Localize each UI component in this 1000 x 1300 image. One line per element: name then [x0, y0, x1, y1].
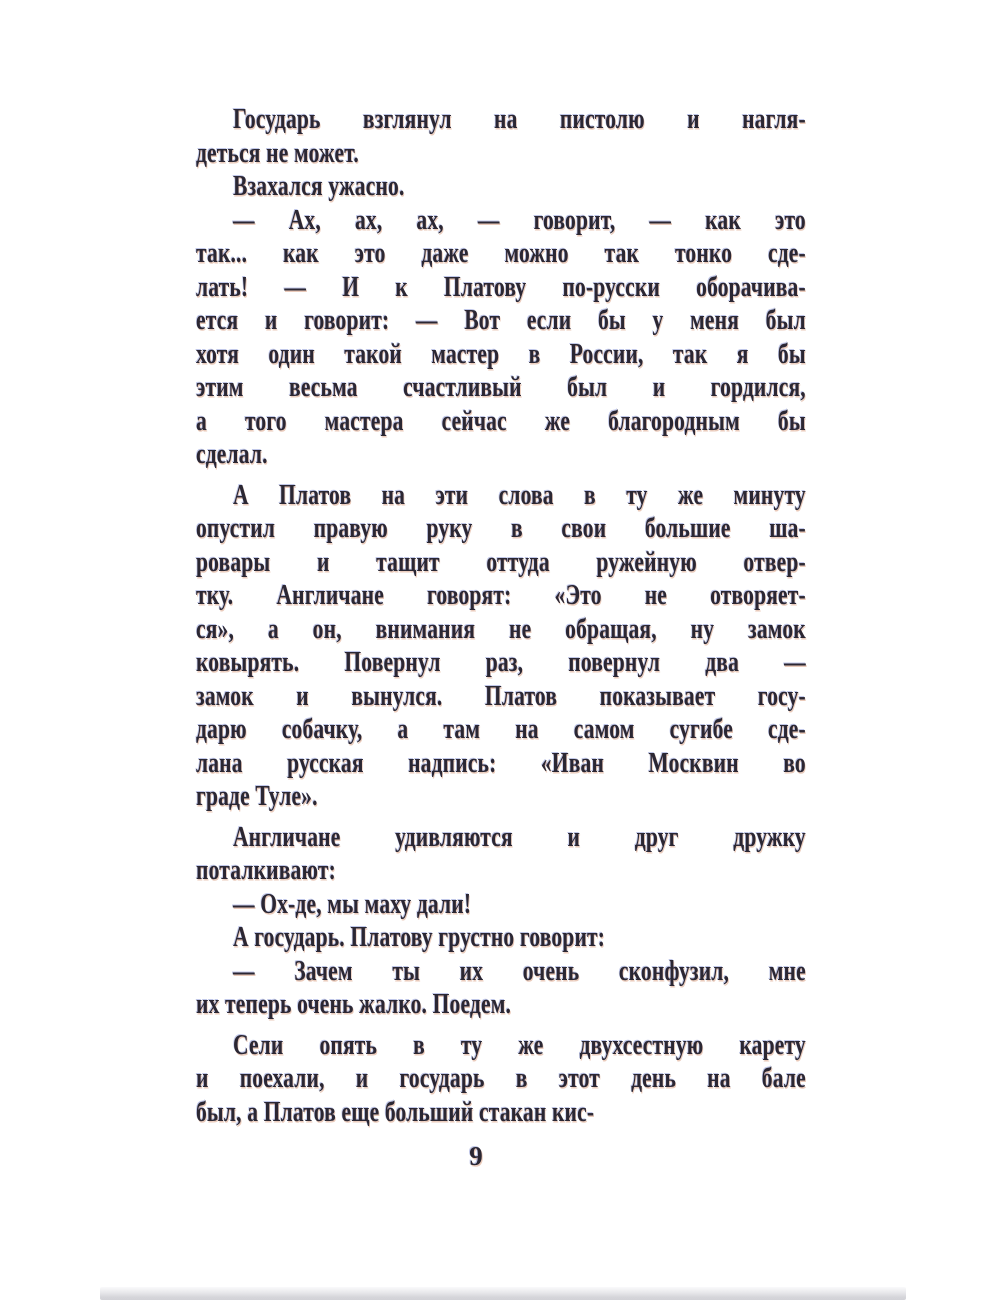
text-line: тку. Англичане говорят: «Это не отворяет- [196, 580, 806, 611]
text-line: поталкивают: [196, 855, 336, 886]
paragraph [196, 955, 806, 1022]
paragraph [196, 170, 806, 204]
text-line: лать! — И к Платову по-русски оборачива- [196, 271, 806, 303]
page-bottom-edge [100, 1287, 906, 1300]
text-line: — Зачем ты их очень сконфузил, мне [232, 955, 806, 987]
text-line: Взахался ужасно. [232, 171, 405, 202]
text-line: ровары и тащит оттуда ружейную отвер- [196, 546, 806, 578]
paragraph [196, 888, 806, 922]
text-line: дарю собачку, а там на самом сугибе сде- [196, 714, 806, 745]
text-line: — Ох-де, мы маху дали! [232, 888, 472, 920]
text-line: А государь. Платову грустно говорит: [232, 922, 606, 953]
paragraph [196, 103, 806, 170]
text-block [196, 103, 806, 1129]
text-line: — Ах, ах, ах, — говорит, — как это [232, 204, 806, 236]
text-line: а того мастера сейчас же благородным бы [196, 405, 806, 437]
text-line: деться не может. [196, 137, 359, 169]
paragraph [196, 921, 806, 955]
page-number: 9 [469, 1141, 483, 1171]
paragraph [196, 479, 806, 814]
text-line: был, а Платов еще больший стакан кис- [196, 1096, 595, 1128]
text-line: опустил правую руку в свои большие ша- [196, 513, 806, 544]
paragraph [196, 821, 806, 888]
text-line: А Платов на эти слова в ту же минуту [232, 479, 806, 511]
text-line: так... как это даже можно так тонко сде- [196, 238, 806, 269]
text-line: ется и говорит: — Вот если бы у меня был [196, 305, 806, 336]
text-line: Англичане удивляются и друг дружку [232, 821, 806, 853]
text-line: Государь взглянул на пистолю и нагля- [232, 104, 806, 135]
text-line: и поехали, и государь в этот день на бале [196, 1063, 806, 1094]
text-line: граде Туле». [196, 781, 318, 812]
text-line: ковырять. Повернул раз, повернул два — [196, 647, 806, 678]
text-line: их теперь очень жалко. Поедем. [196, 989, 512, 1020]
text-line: сделал. [196, 439, 268, 470]
text-line: Сели опять в ту же двухсестную карету [232, 1029, 806, 1061]
paragraph [196, 204, 806, 472]
text-line: этим весьма счастливый был и гордился, [196, 372, 806, 403]
text-line: замок и вынулся. Платов показывает госу- [196, 680, 806, 712]
text-line: ся», а он, внимания не обращая, ну замок [196, 613, 806, 645]
text-line: лана русская надпись: «Иван Москвин во [196, 747, 806, 779]
text-line: хотя один такой мастер в России, так я бы [196, 338, 806, 370]
paragraph [196, 1029, 806, 1130]
